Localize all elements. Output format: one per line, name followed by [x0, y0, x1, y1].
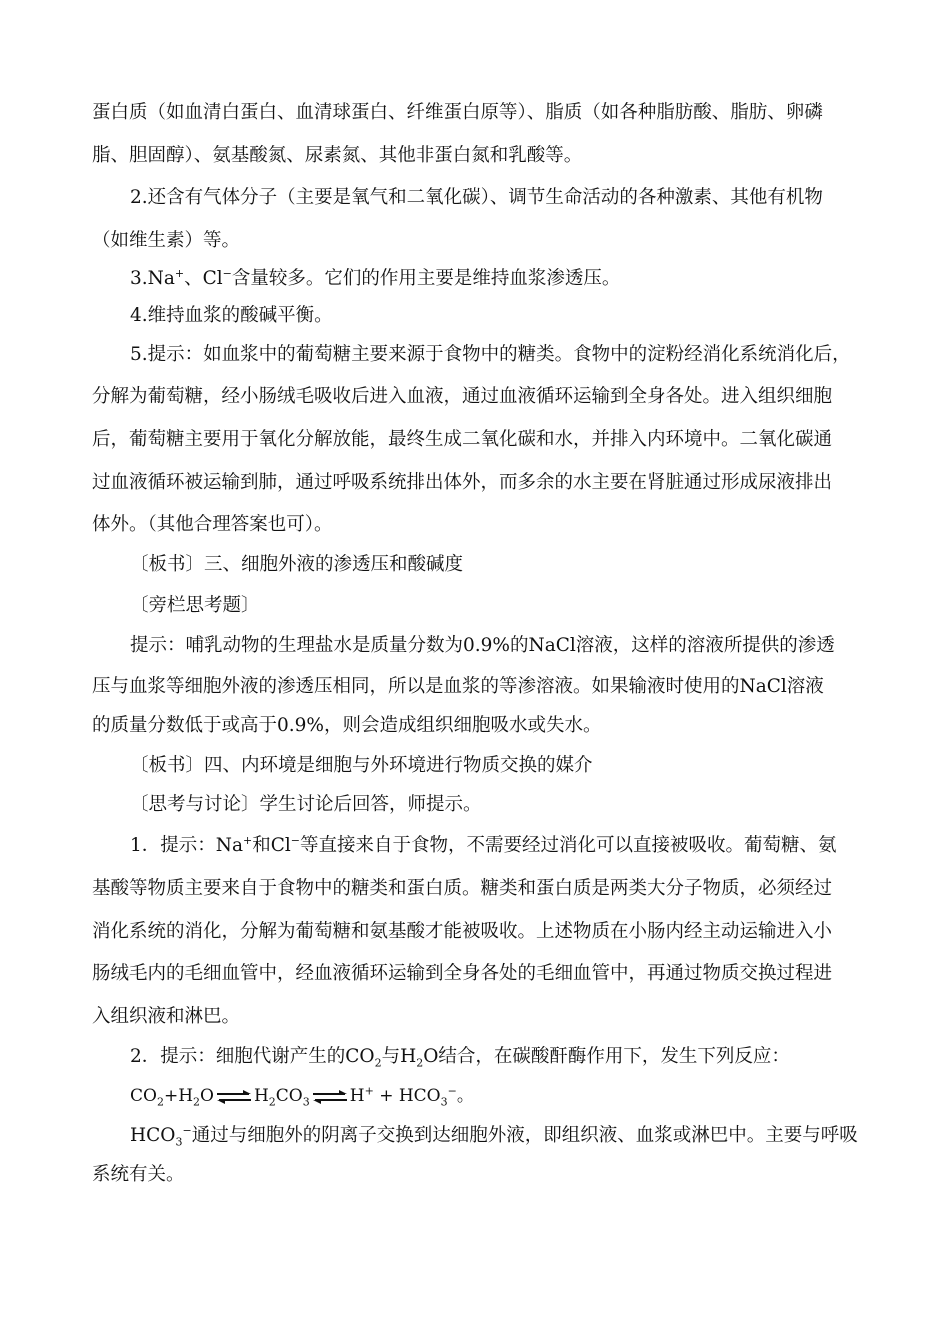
text-run: 。	[456, 1086, 474, 1106]
subscript: 2	[156, 1095, 164, 1109]
paragraph-line: 脂、胆固醇）、氨基酸氮、尿素氮、其他非蛋白氮和乳酸等。	[92, 145, 583, 166]
board-heading: 〔板书〕三、细胞外液的渗透压和酸碱度	[130, 554, 464, 575]
subscript: 2	[374, 1056, 382, 1070]
text-run: 3.Na	[130, 268, 175, 289]
paragraph-line: 系统有关。	[92, 1164, 185, 1185]
paragraph-line: 肠绒毛内的毛细血管中，经血液循环运输到全身各处的毛细血管中，再通过物质交换过程进	[92, 963, 833, 984]
text-run: 通过与细胞外的阴离子交换到达细胞外液，即组织液、血浆或淋巴中。主要与呼吸	[191, 1125, 858, 1146]
paragraph-line: （如维生素）等。	[92, 230, 241, 251]
text-run: 2．提示：细胞代谢产生的CO	[130, 1046, 375, 1067]
paragraph-line	[130, 1123, 858, 1149]
text-run: H	[349, 1086, 365, 1106]
text-run: 1．提示：Na	[130, 835, 243, 856]
paragraph-line: 体外。（其他合理答案也可）。	[92, 514, 333, 535]
paragraph-line: 4.维持血浆的酸碱平衡。	[130, 305, 333, 326]
equilibrium-arrow-icon	[216, 1090, 252, 1104]
text-run: 等直接来自于食物，不需要经过消化可以直接被吸收。葡萄糖、氨	[300, 835, 837, 856]
text-run: O	[200, 1086, 214, 1106]
subscript: 3	[175, 1135, 183, 1149]
text-run: CO	[275, 1086, 303, 1106]
paragraph-line: 5.提示：如血浆中的葡萄糖主要来源于食物中的糖类。食物中的淀粉经消化系统消化后，	[130, 344, 851, 365]
subscript: 2	[193, 1095, 201, 1109]
paragraph-line	[130, 833, 837, 859]
section-label: 〔旁栏思考题〕	[130, 595, 260, 616]
text-run: CO	[130, 1086, 157, 1106]
text-run: 与H	[381, 1046, 417, 1067]
text-run: O结合，在碳酸酐酶作用下，发生下列反应：	[423, 1046, 790, 1067]
paragraph-line: 消化系统的消化，分解为葡萄糖和氨基酸才能被吸收。上述物质在小肠内经主动运输进入小	[92, 921, 833, 942]
text-run: 和Cl	[252, 835, 291, 856]
paragraph-line: 分解为葡萄糖，经小肠绒毛吸收后进入血液，通过血液循环运输到全身各处。进入组织细胞	[92, 386, 833, 407]
text-run: 、Cl	[184, 268, 223, 289]
paragraph-line	[130, 1044, 790, 1070]
superscript: −	[222, 266, 232, 280]
superscript: −	[290, 833, 301, 847]
paragraph-line: 过血液循环被运输到肺，通过呼吸系统排出体外，而多余的水主要在肾脏通过形成尿液排出	[92, 472, 833, 493]
paragraph-line: 基酸等物质主要来自于食物中的糖类和蛋白质。糖类和蛋白质是两类大分子物质，必须经过	[92, 878, 833, 899]
superscript: +	[243, 833, 253, 847]
subscript: 3	[302, 1095, 310, 1109]
paragraph-line: 压与血浆等细胞外液的渗透压相同，所以是血浆的等渗溶液。如果输液时使用的NaCl溶液	[92, 676, 824, 697]
paragraph-line: 提示：哺乳动物的生理盐水是质量分数为0.9%的NaCl溶液，这样的溶液所提供的渗透	[130, 635, 835, 656]
text-run: H	[253, 1086, 269, 1106]
paragraph-line	[130, 266, 620, 292]
section-label: 〔思考与讨论〕学生讨论后回答，师提示。	[130, 794, 482, 815]
subscript: 2	[416, 1056, 424, 1070]
paragraph-line: 入组织液和淋巴。	[92, 1006, 241, 1027]
subscript: 3	[440, 1095, 448, 1109]
superscript: −	[447, 1084, 457, 1098]
text-run: + HCO	[373, 1086, 441, 1106]
superscript: +	[364, 1084, 374, 1098]
superscript: +	[174, 266, 185, 280]
equilibrium-arrow-icon	[312, 1090, 348, 1104]
chemical-equation	[130, 1083, 474, 1109]
paragraph-line: 蛋白质（如血清白蛋白、血清球蛋白、纤维蛋白原等）、脂质（如各种脂肪酸、脂肪、卵磷	[92, 102, 823, 123]
paragraph-line: 2.还含有气体分子（主要是氧气和二氧化碳）、调节生命活动的各种激素、其他有机物	[130, 187, 823, 208]
text-run: 含量较多。它们的作用主要是维持血浆渗透压。	[231, 268, 621, 289]
superscript: −	[182, 1123, 192, 1137]
paragraph-line: 的质量分数低于或高于0.9%，则会造成组织细胞吸水或失水。	[92, 715, 602, 736]
board-heading: 〔板书〕四、内环境是细胞与外环境进行物质交换的媒介	[130, 755, 593, 776]
subscript: 2	[268, 1095, 276, 1109]
text-run: HCO	[130, 1125, 176, 1146]
paragraph-line: 后，葡萄糖主要用于氧化分解放能，最终生成二氧化碳和水，并排入内环境中。二氧化碳通	[92, 429, 833, 450]
text-run: +H	[163, 1086, 194, 1106]
